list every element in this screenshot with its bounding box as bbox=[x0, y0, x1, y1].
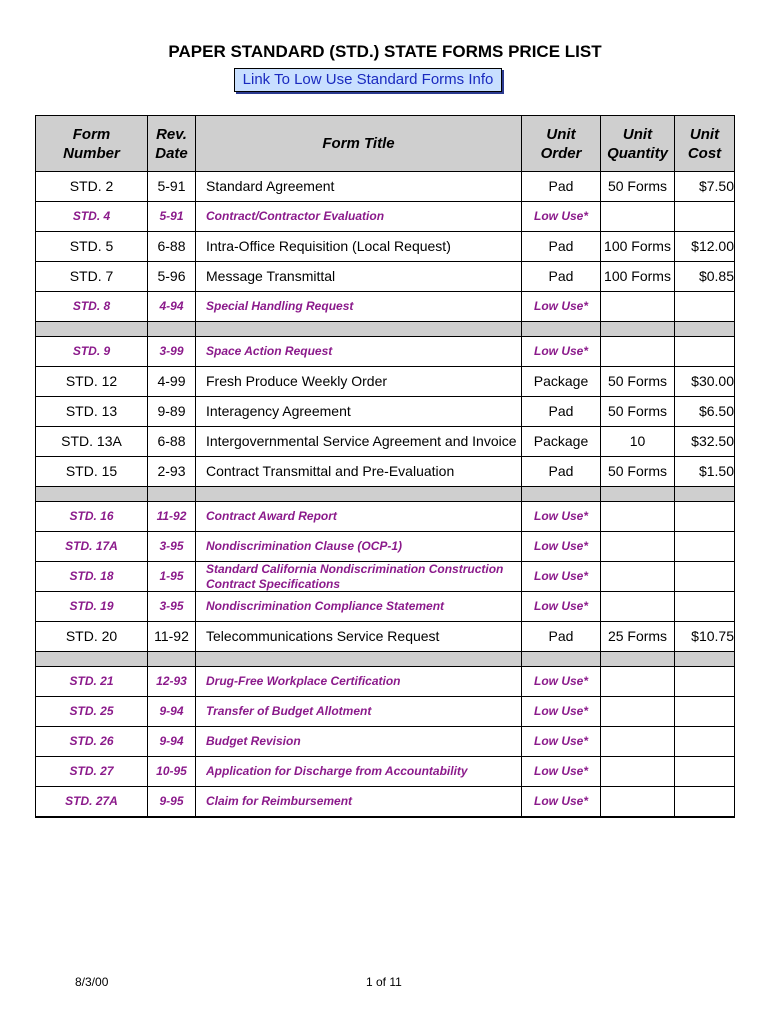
form-title-cell: Claim for Reimbursement bbox=[206, 794, 353, 808]
header-unit-cost: Unit Cost bbox=[687, 125, 722, 162]
unit-quantity-cell: 50 Forms bbox=[607, 463, 668, 479]
column-divider bbox=[521, 116, 522, 817]
rev-date-cell: 5-91 bbox=[157, 178, 186, 194]
unit-quantity-cell bbox=[601, 757, 674, 786]
rev-date-cell: 9-94 bbox=[159, 734, 184, 748]
unit-order-cell: Low Use* bbox=[533, 704, 588, 718]
unit-cost-cell bbox=[675, 202, 734, 231]
rev-date-cell: 6-88 bbox=[157, 433, 186, 449]
unit-order-cell: Pad bbox=[548, 178, 574, 194]
unit-cost-cell bbox=[675, 727, 734, 756]
form-title-cell: Space Action Request bbox=[206, 344, 333, 358]
table-row bbox=[36, 532, 734, 562]
table-row bbox=[36, 562, 734, 592]
column-divider bbox=[600, 116, 601, 817]
form-title-cell: Drug-Free Workplace Certification bbox=[206, 674, 401, 688]
form-title-cell: Message Transmittal bbox=[206, 268, 336, 284]
form-title-cell: Contract Award Report bbox=[206, 509, 337, 523]
rev-date-cell: 12-93 bbox=[156, 674, 187, 688]
form-number-cell: STD. 4 bbox=[72, 209, 111, 223]
table-header bbox=[36, 116, 734, 172]
unit-cost-cell: $30.00 bbox=[691, 373, 734, 389]
form-number-cell: STD. 9 bbox=[72, 344, 111, 358]
table-row bbox=[36, 457, 734, 487]
rev-date-cell: 11-92 bbox=[156, 509, 187, 523]
form-number-cell: STD. 5 bbox=[69, 238, 114, 254]
form-number-cell: STD. 27 bbox=[69, 764, 114, 778]
form-number-cell: STD. 21 bbox=[69, 674, 114, 688]
table-row bbox=[36, 367, 734, 397]
unit-order-cell: Low Use* bbox=[533, 674, 588, 688]
unit-quantity-cell bbox=[601, 337, 674, 366]
table-row bbox=[36, 697, 734, 727]
unit-quantity-cell bbox=[601, 787, 674, 816]
unit-cost-cell bbox=[675, 787, 734, 816]
rev-date-cell: 9-95 bbox=[159, 794, 184, 808]
section-separator bbox=[36, 487, 734, 502]
unit-cost-cell bbox=[675, 502, 734, 531]
form-title-cell: Transfer of Budget Allotment bbox=[206, 704, 372, 718]
unit-order-cell: Low Use* bbox=[533, 794, 588, 808]
unit-cost-cell bbox=[675, 292, 734, 321]
unit-quantity-cell: 10 bbox=[629, 433, 646, 449]
header-form-title: Form Title bbox=[322, 135, 395, 152]
unit-quantity-cell bbox=[601, 592, 674, 621]
rev-date-cell: 9-94 bbox=[159, 704, 184, 718]
unit-order-cell: Pad bbox=[548, 268, 574, 284]
unit-quantity-cell: 50 Forms bbox=[607, 178, 668, 194]
table-row bbox=[36, 622, 734, 652]
table-row bbox=[36, 427, 734, 457]
rev-date-cell: 6-88 bbox=[157, 238, 186, 254]
form-number-cell: STD. 25 bbox=[69, 704, 114, 718]
column-divider bbox=[195, 116, 196, 817]
section-separator bbox=[36, 652, 734, 667]
form-title-cell: Intergovernmental Service Agreement and Invoice bbox=[206, 433, 517, 449]
rev-date-cell: 9-89 bbox=[157, 403, 186, 419]
unit-quantity-cell: 100 Forms bbox=[604, 238, 671, 254]
form-number-cell: STD. 7 bbox=[69, 268, 114, 284]
form-title-cell: Budget Revision bbox=[206, 734, 301, 748]
section-separator bbox=[36, 322, 734, 337]
form-title-cell: Contract Transmittal and Pre-Evaluation bbox=[206, 463, 455, 479]
rev-date-cell: 2-93 bbox=[157, 463, 186, 479]
table-row bbox=[36, 502, 734, 532]
unit-quantity-cell bbox=[601, 697, 674, 726]
unit-cost-cell: $10.75 bbox=[691, 628, 734, 644]
form-title-cell: Intra-Office Requisition (Local Request) bbox=[206, 238, 451, 254]
table-row bbox=[36, 202, 734, 232]
form-title-cell: Standard Agreement bbox=[206, 178, 335, 194]
form-title-cell: Nondiscrimination Compliance Statement bbox=[206, 599, 445, 613]
unit-cost-cell bbox=[675, 757, 734, 786]
unit-order-cell: Pad bbox=[548, 463, 574, 479]
unit-order-cell: Low Use* bbox=[533, 764, 588, 778]
form-title-cell: Telecommunications Service Request bbox=[206, 628, 440, 644]
form-number-cell: STD. 16 bbox=[69, 509, 114, 523]
unit-order-cell: Pad bbox=[548, 403, 574, 419]
form-number-cell: STD. 15 bbox=[65, 463, 118, 479]
unit-order-cell: Low Use* bbox=[533, 599, 588, 613]
table-row bbox=[36, 232, 734, 262]
rev-date-cell: 5-96 bbox=[157, 268, 186, 284]
unit-order-cell: Low Use* bbox=[533, 539, 588, 553]
table-row bbox=[36, 727, 734, 757]
unit-cost-cell bbox=[675, 697, 734, 726]
unit-cost-cell: $0.85 bbox=[698, 268, 734, 284]
rev-date-cell: 4-94 bbox=[159, 299, 184, 313]
table-row bbox=[36, 787, 734, 817]
table-row bbox=[36, 172, 734, 202]
form-number-cell: STD. 12 bbox=[65, 373, 118, 389]
form-number-cell: STD. 27A bbox=[65, 794, 118, 808]
unit-quantity-cell bbox=[601, 292, 674, 321]
form-title-cell: Interagency Agreement bbox=[206, 403, 351, 419]
rev-date-cell: 3-95 bbox=[159, 599, 184, 613]
unit-quantity-cell bbox=[601, 202, 674, 231]
low-use-forms-link[interactable]: Link To Low Use Standard Forms Info bbox=[234, 68, 502, 92]
form-title-cell: Contract/Contractor Evaluation bbox=[206, 209, 385, 223]
unit-quantity-cell bbox=[601, 727, 674, 756]
column-divider bbox=[147, 116, 148, 817]
unit-quantity-cell bbox=[601, 502, 674, 531]
form-number-cell: STD. 19 bbox=[69, 599, 114, 613]
header-unit-order: Unit Order bbox=[540, 125, 582, 162]
rev-date-cell: 1-95 bbox=[159, 569, 184, 583]
unit-order-cell: Pad bbox=[548, 238, 574, 254]
unit-cost-cell: $12.00 bbox=[691, 238, 734, 254]
rev-date-cell: 3-99 bbox=[159, 344, 184, 358]
table-row bbox=[36, 592, 734, 622]
unit-quantity-cell bbox=[601, 667, 674, 696]
page-title: PAPER STANDARD (STD.) STATE FORMS PRICE LIST bbox=[168, 42, 602, 61]
unit-quantity-cell bbox=[601, 562, 674, 591]
rev-date-cell: 5-91 bbox=[159, 209, 184, 223]
unit-order-cell: Low Use* bbox=[533, 734, 588, 748]
unit-cost-cell: $7.50 bbox=[698, 178, 734, 194]
rev-date-cell: 4-99 bbox=[157, 373, 186, 389]
unit-cost-cell: $6.50 bbox=[698, 403, 734, 419]
unit-cost-cell bbox=[675, 532, 734, 561]
rev-date-cell: 11-92 bbox=[154, 628, 189, 644]
form-title-cell: Special Handling Request bbox=[206, 299, 354, 313]
form-number-cell: STD. 8 bbox=[72, 299, 111, 313]
unit-quantity-cell: 50 Forms bbox=[607, 373, 668, 389]
table-row bbox=[36, 337, 734, 367]
table-row bbox=[36, 397, 734, 427]
unit-order-cell: Low Use* bbox=[533, 509, 588, 523]
rev-date-cell: 3-95 bbox=[159, 539, 184, 553]
form-number-cell: STD. 17A bbox=[65, 539, 118, 553]
column-divider bbox=[674, 116, 675, 817]
unit-cost-cell bbox=[675, 562, 734, 591]
unit-order-cell: Package bbox=[533, 433, 589, 449]
rev-date-cell: 10-95 bbox=[156, 764, 187, 778]
form-number-cell: STD. 13 bbox=[65, 403, 118, 419]
form-title-cell: Application for Discharge from Accountability bbox=[206, 764, 468, 778]
form-title-cell: Fresh Produce Weekly Order bbox=[206, 373, 388, 389]
unit-order-cell: Pad bbox=[548, 628, 574, 644]
footer-date: 8/3/00 bbox=[75, 975, 109, 989]
form-title-cell: Nondiscrimination Clause (OCP-1) bbox=[206, 539, 403, 553]
header-unit-quantity: Unit Quantity bbox=[607, 125, 668, 162]
table-row bbox=[36, 757, 734, 787]
unit-cost-cell: $1.50 bbox=[698, 463, 734, 479]
unit-cost-cell bbox=[675, 667, 734, 696]
form-number-cell: STD. 18 bbox=[69, 569, 114, 583]
footer-page-number: 1 of 11 bbox=[366, 975, 402, 989]
form-number-cell: STD. 20 bbox=[65, 628, 118, 644]
unit-quantity-cell bbox=[601, 532, 674, 561]
unit-order-cell: Low Use* bbox=[533, 209, 588, 223]
header-rev-date: Rev. Date bbox=[155, 125, 188, 162]
table-row bbox=[36, 292, 734, 322]
unit-order-cell: Low Use* bbox=[533, 569, 588, 583]
form-number-cell: STD. 26 bbox=[69, 734, 114, 748]
header-form-number: Form Number bbox=[63, 125, 120, 162]
price-list-table bbox=[35, 115, 735, 818]
unit-cost-cell bbox=[675, 592, 734, 621]
unit-quantity-cell: 25 Forms bbox=[607, 628, 668, 644]
table-row bbox=[36, 667, 734, 697]
unit-order-cell: Package bbox=[533, 373, 589, 389]
unit-order-cell: Low Use* bbox=[533, 299, 588, 313]
unit-cost-cell: $32.50 bbox=[691, 433, 734, 449]
form-number-cell: STD. 13A bbox=[61, 433, 122, 449]
table-row bbox=[36, 262, 734, 292]
unit-cost-cell bbox=[675, 337, 734, 366]
unit-order-cell: Low Use* bbox=[533, 344, 588, 358]
form-title-cell: Standard California Nondiscrimination Construction Contract Specifications bbox=[206, 562, 504, 591]
unit-quantity-cell: 50 Forms bbox=[607, 403, 668, 419]
form-number-cell: STD. 2 bbox=[69, 178, 114, 194]
unit-quantity-cell: 100 Forms bbox=[604, 268, 671, 284]
